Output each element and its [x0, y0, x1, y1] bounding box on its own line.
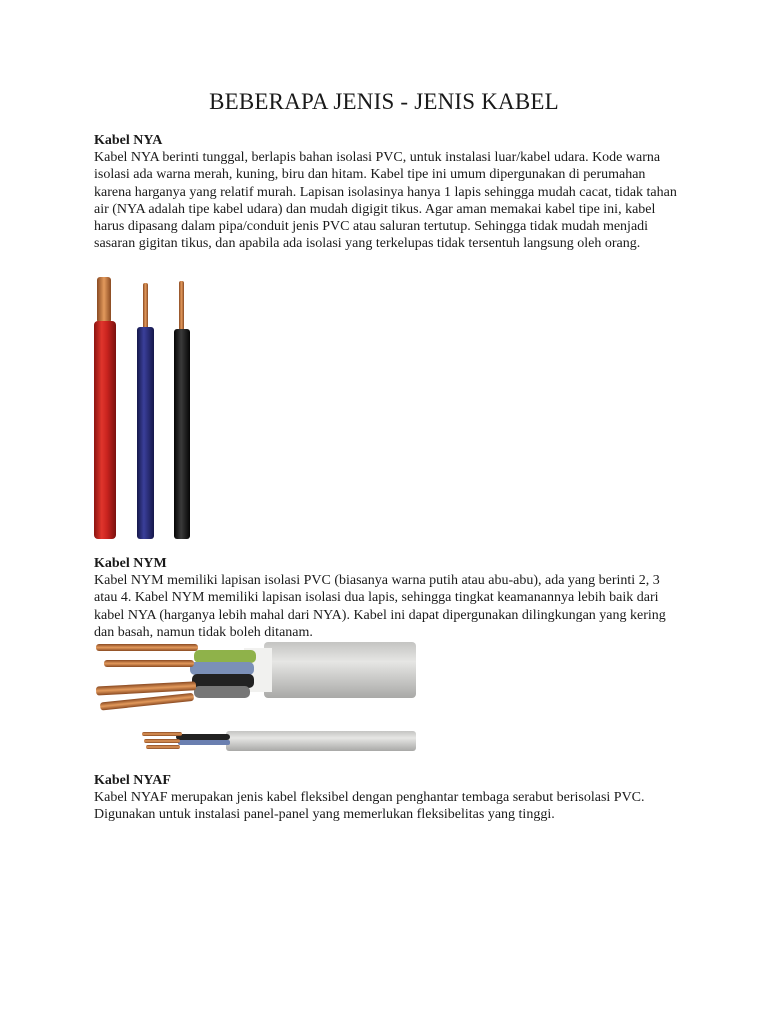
copper-strand: [142, 732, 182, 736]
nya-cables-image: [92, 277, 198, 539]
blue-insulation: [137, 327, 154, 539]
section-heading: Kabel NYA: [94, 133, 163, 148]
section-body: Kabel NYA berinti tunggal, berlapis bahan isolasi PVC, untuk instalasi luar/kabel udara. Kode warna isolasi ada warna merah, kuning, biru dan hitam. Kabel tipe ini umum dipergunakan di perumahan karena harganya yang relatif murah. Lapisan isolasinya hanya 1 lapis sehingga mudah cacat, tidak tahan air (NYA adalah tipe kabel udara) dan mudah digigit tikus. Agar aman memakai kabel tipe ini, kabel harus dipasang dalam pipa/conduit jenis PVC atau saluran tertutup. Sehingga tidak mudah menjadi sasaran gigitan tikus, dan apabila ada isolasi yang terkelupas tidak tersentuh langsung oleh orang.: [94, 150, 677, 252]
copper-strand: [96, 644, 198, 651]
black-core: [176, 734, 230, 740]
grey-core: [194, 686, 250, 698]
section-body: Kabel NYAF merupakan jenis kabel fleksibel dengan penghantar tembaga serabut berisolasi PVC. Digunakan untuk instalasi panel-panel yang memerlukan fleksibelitas yang tinggi.: [94, 790, 645, 823]
nym-cables-image: [94, 640, 416, 755]
section-heading: Kabel NYM: [94, 556, 167, 571]
section-kabel-nyaf: [94, 772, 684, 824]
copper-core: [97, 277, 111, 323]
copper-strand: [144, 739, 180, 743]
red-insulation: [94, 321, 116, 539]
copper-strand: [104, 660, 194, 667]
grey-sheath: [226, 731, 416, 751]
copper-strand: [100, 693, 194, 711]
section-kabel-nym: [94, 555, 684, 641]
blue-core: [178, 740, 230, 745]
copper-core: [179, 281, 184, 331]
copper-strand: [96, 681, 196, 695]
green-yellow-core: [194, 650, 256, 663]
black-core: [192, 674, 254, 688]
black-insulation: [174, 329, 190, 539]
section-kabel-nya: [94, 132, 684, 253]
copper-strand: [146, 745, 180, 749]
document-title: BEBERAPA JENIS - JENIS KABEL: [209, 89, 559, 114]
blue-core: [190, 662, 254, 675]
grey-sheath: [264, 642, 416, 698]
section-heading: Kabel NYAF: [94, 773, 171, 788]
copper-core: [143, 283, 148, 329]
section-body: Kabel NYM memiliki lapisan isolasi PVC (biasanya warna putih atau abu-abu), ada yang berinti 2, 3 atau 4. Kabel NYM memiliki lapisan isolasi dua lapis, sehingga tingkat keamanannya lebih baik dari kabel NYA (harganya lebih mahal dari NYA). Kabel ini dapat dipergunakan dilingkungan yang kering dan basah, namun tidak boleh ditanam.: [94, 573, 666, 640]
